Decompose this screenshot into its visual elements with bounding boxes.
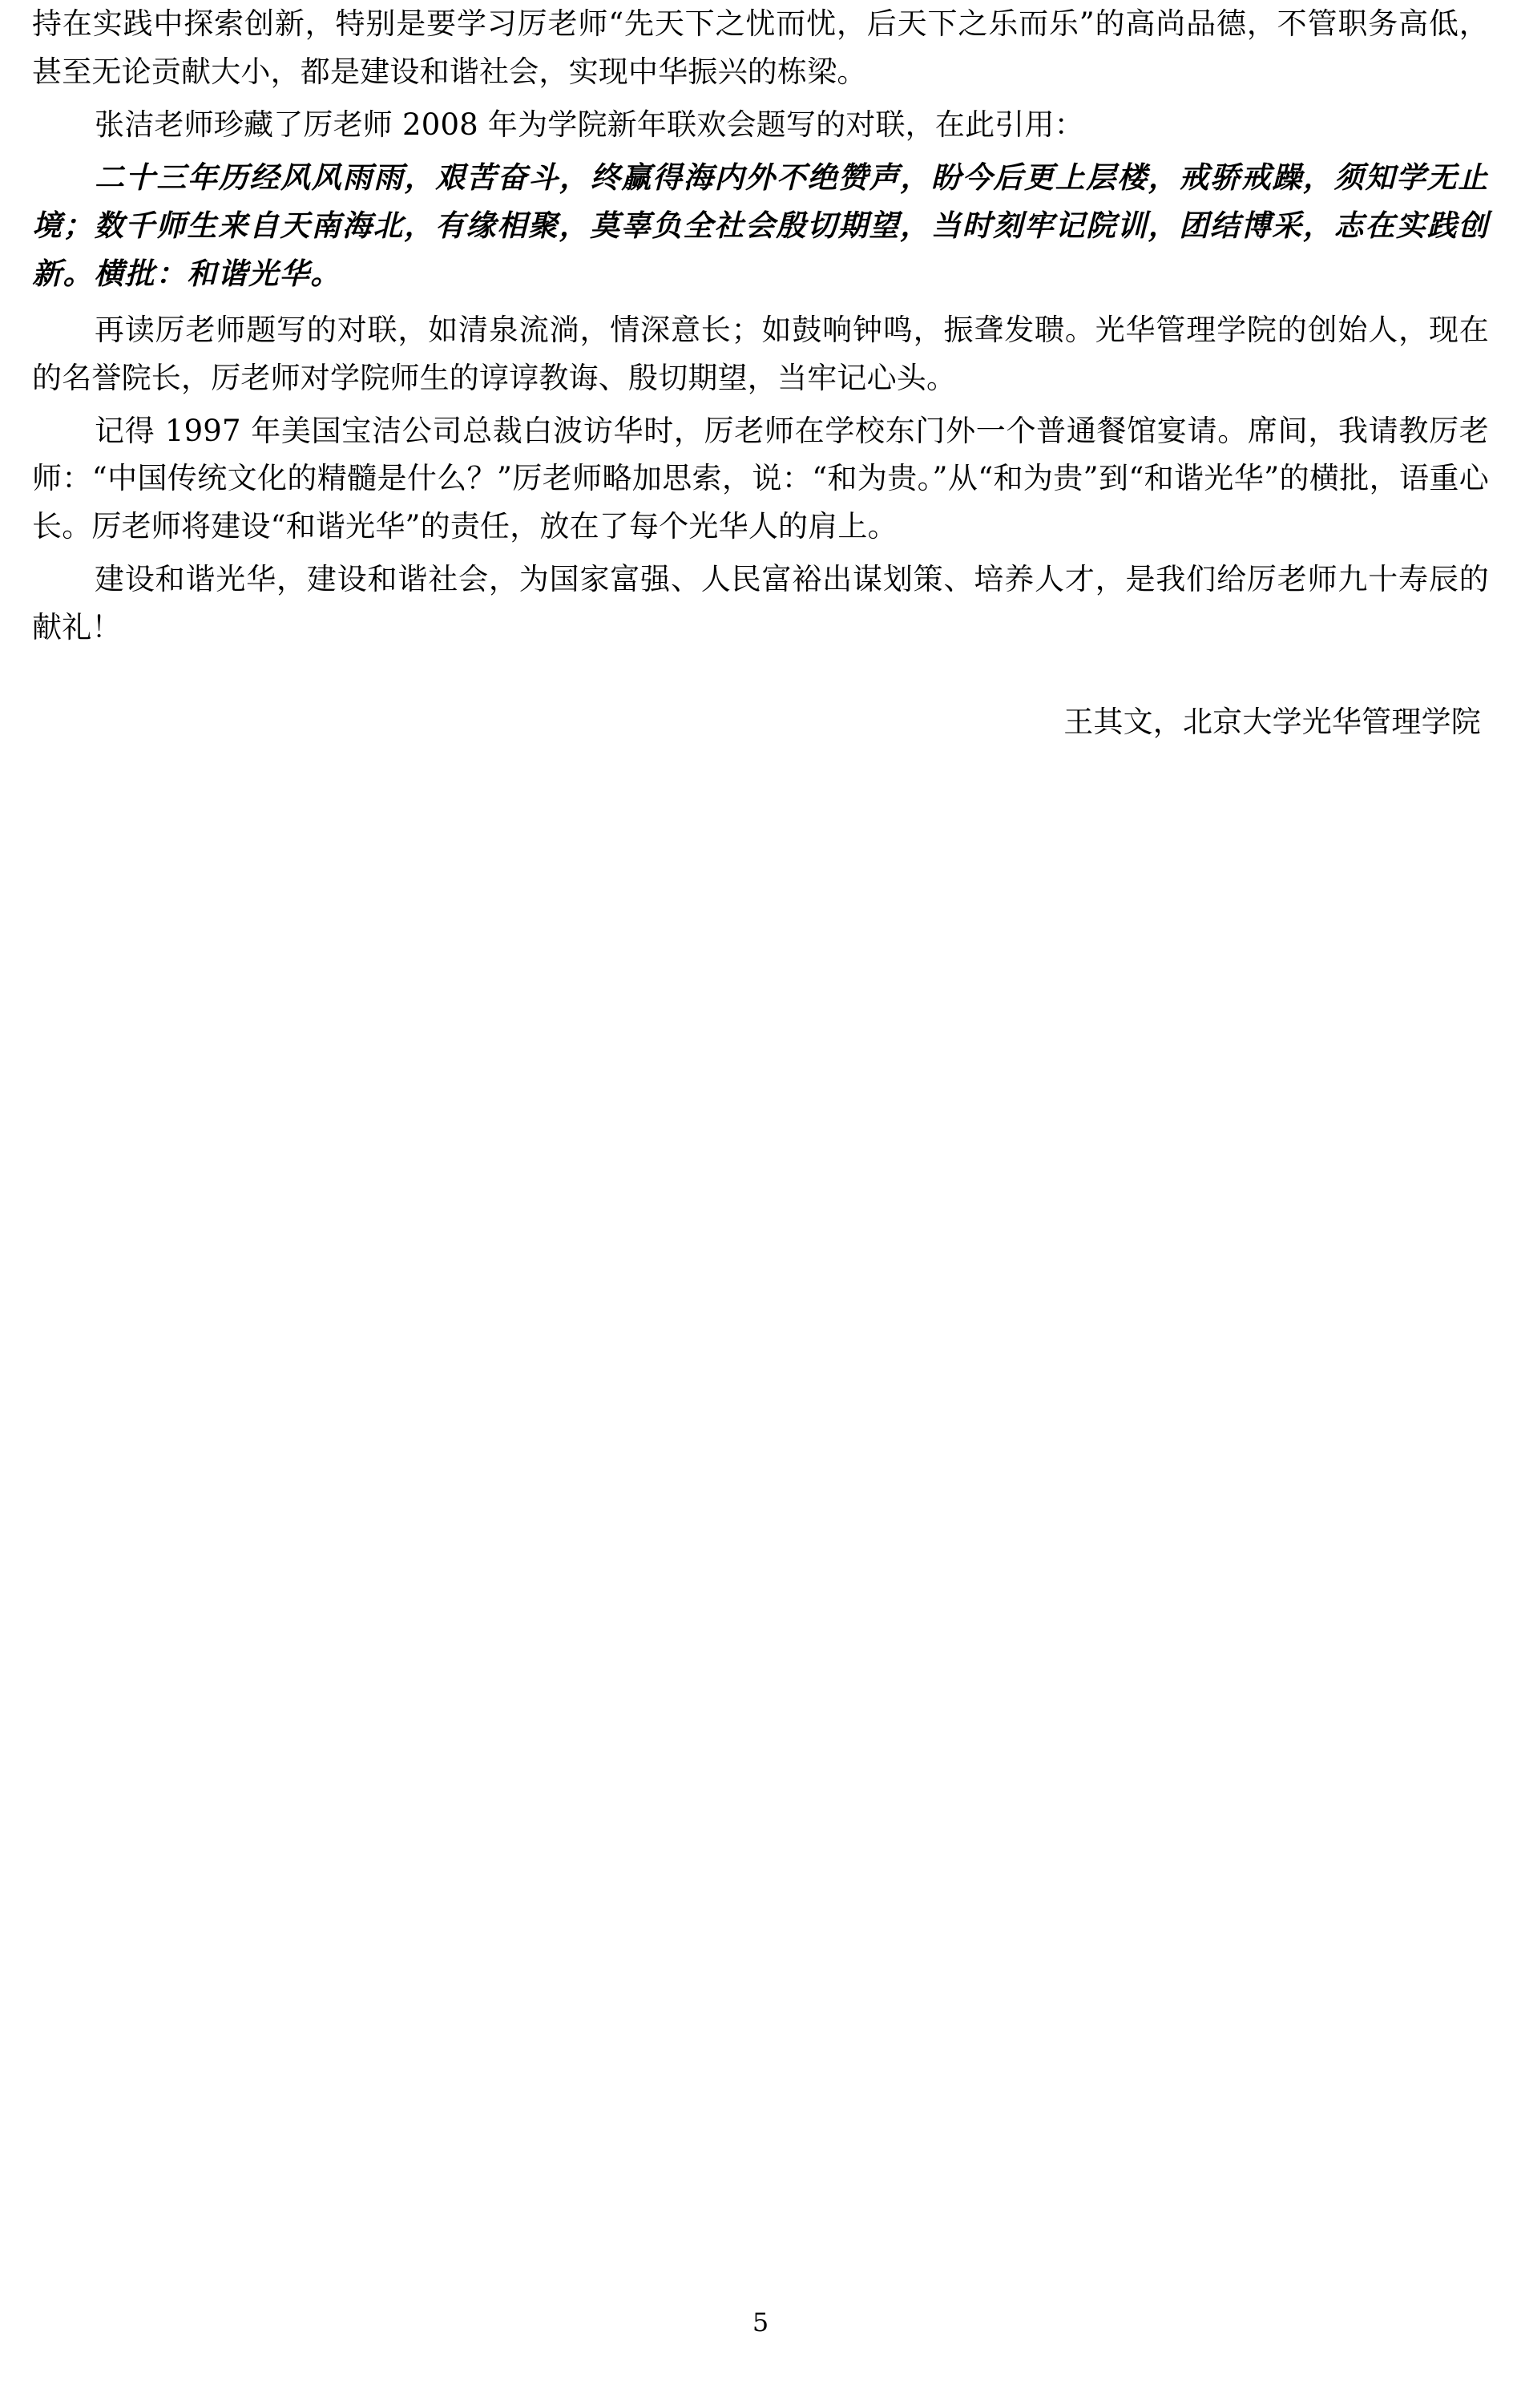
paragraph-spacer	[32, 298, 1489, 306]
paragraph-1997-memory: 记得 1997 年美国宝洁公司总裁白波访华时，厉老师在学校东门外一个普通餐馆宴请。席间，我请教厉老师：“中国传统文化的精髓是什么？”厉老师略加思索，说：“和为贵。”从“和为贵”到“和谐光华”的横批，语重心长。厉老师将建设“和谐光华”的责任，放在了每个光华人的肩上。	[32, 413, 1489, 544]
page-content	[32, 0, 1489, 746]
page-number: 5	[752, 2307, 769, 2337]
paragraph-couplet-intro: 张洁老师珍藏了厉老师 2008 年为学院新年联欢会题写的对联，在此引用：	[95, 107, 1084, 142]
paragraph-reread: 再读厉老师题写的对联，如清泉流淌，情深意长；如鼓响钟鸣，振聋发聩。光华管理学院的创始人，现在的名誉院长，厉老师对学院师生的谆谆教诲、殷切期望，当牢记心头。	[32, 312, 1489, 395]
paragraph-couplet: 二十三年历经风风雨雨，艰苦奋斗，终赢得海内外不绝赞声，盼今后更上层楼，戒骄戒躁，须知学无止境；数千师生来自天南海北，有缘相聚，莫辜负全社会殷切期望，当时刻牢记院训，团结博采，志在实践创新。横批：和谐光华。	[32, 159, 1489, 291]
paragraph-continuation: 持在实践中探索创新，特别是要学习厉老师“先天下之忧而忧，后天下之乐而乐”的高尚品德，不管职务高低，甚至无论贡献大小，都是建设和谐社会，实现中华振兴的栋梁。	[32, 6, 1489, 89]
paragraph-closing: 建设和谐光华，建设和谐社会，为国家富强、人民富裕出谋划策、培养人才，是我们给厉老师九十寿辰的献礼！	[32, 562, 1489, 645]
author-signature: 王其文，北京大学光华管理学院	[1063, 705, 1481, 740]
